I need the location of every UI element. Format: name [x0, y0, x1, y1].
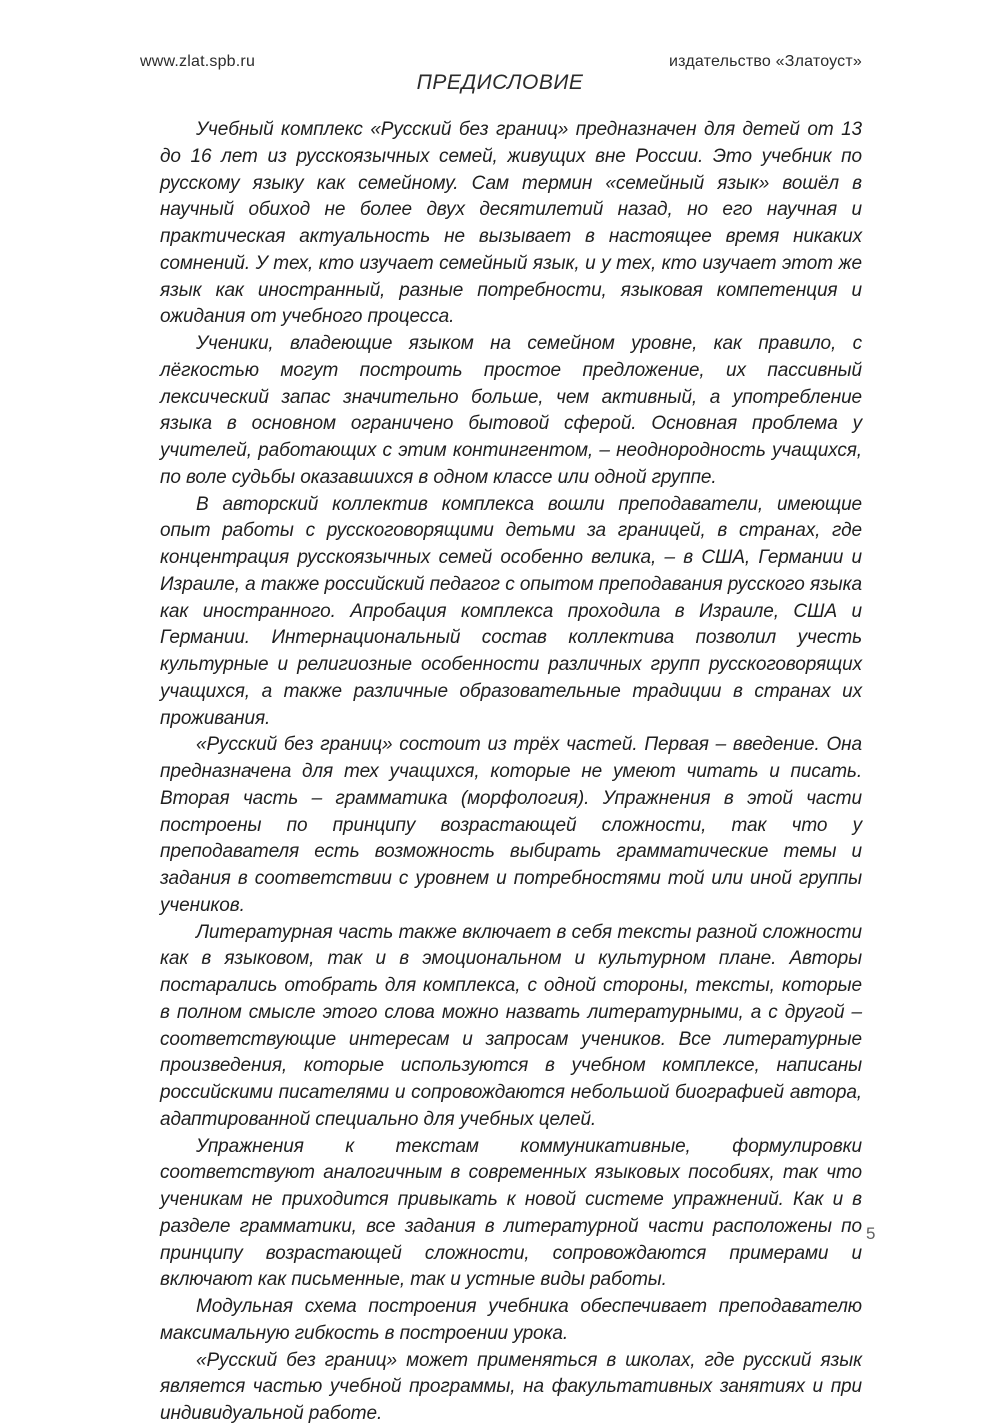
paragraph: В авторский коллектив комплекса вошли преподаватели, имеющие опыт работы с русскоговорящими детьми за границей, в странах, где концентрация русскоязычных семей особенно велика, – в США, Германии и Израиле, а также российский педагог с опытом преподавания русского языка как иностранного. Апробация комплекса проходила в Израиле, США и Германии. Интернациональный состав коллектива позволил учесть культурные и религиозные особенности различных групп русскоговорящих учащихся, а также различные образовательные традиции в странах их проживания. [160, 493, 862, 729]
paragraph: Упражнения к текстам коммуникативные, формулировки соответствуют аналогичным в современных языковых пособиях, так что ученикам не приходится привыкать к новой системе упражнений. Как и в разделе грамматики, все задания в литературной части расположены по принципу возрастающей сложности, сопровождаются примерами и включают как письменные, так и устные виды работы. [160, 1135, 862, 1291]
paragraph: Литературная часть также включает в себя тексты разной сложности как в языковом, так и в эмоциональном и культурном плане. Авторы постарались отобрать для комплекса, с одной стороны, тексты, которые в полном смысле этого слова можно назвать литературными, а с другой – соответствующие интересам и запросам учеников. Все литературные произведения, которые используются в учебном комплексе, написаны российскими писателями и сопровождаются небольшой биографией автора, адаптированной специально для учебных целей. [160, 921, 862, 1130]
paragraph: «Русский без границ» состоит из трёх частей. Первая – введение. Она предназначена для тех учащихся, которые не умеют читать и писать. Вторая часть – грамматика (морфология). Упражнения в этой части построены по принципу возрастающей сложности, так что у преподавателя есть возможность выбирать грамматические темы и задания в соответствии с уровнем и потребностями той или иной группы учеников. [160, 734, 862, 916]
paragraph: «Русский без границ» может применяться в школах, где русский язык является частью учебной программы, на факультативных занятиях и при индивидуальной работе. [160, 1349, 862, 1424]
page-number: 5 [866, 1224, 876, 1243]
paragraph: Учебный комплекс «Русский без границ» предназначен для детей от 13 до 16 лет из русскоязычных семей, живущих вне России. Это учебник по русскому языку как семейному. Сам термин «семейный язык» вошёл в научный обиход не более двух десятилетий назад, но его научная и практическая актуальность не вызывает в настоящее время никаких сомнений. У тех, кто изучает семейный язык, и у тех, кто изучает этот же язык как иностранный, разные потребности, языковая компетенция и ожидания от учебного процесса. [160, 119, 862, 328]
header-site-url: www.zlat.spb.ru [140, 53, 256, 70]
header-publisher: издательство «Златоуст» [669, 53, 862, 70]
paragraph: Модульная схема построения учебника обеспечивает преподавателю максимальную гибкость в построении урока. [160, 1296, 862, 1344]
preface-body [160, 117, 862, 1428]
page-title: ПРЕДИСЛОВИЕ [416, 71, 584, 94]
paragraph: Ученики, владеющие языком на семейном уровне, как правило, с лёгкостью могут построить простое предложение, их пассивный лексический запас значительно больше, чем активный, а употребление языка в основном ограничено бытовой сферой. Основная проблема у учителей, работающих с этим контингентом, – неоднородность учащихся, по воле судьбы оказавшихся в одном классе или одной группе. [160, 333, 862, 488]
